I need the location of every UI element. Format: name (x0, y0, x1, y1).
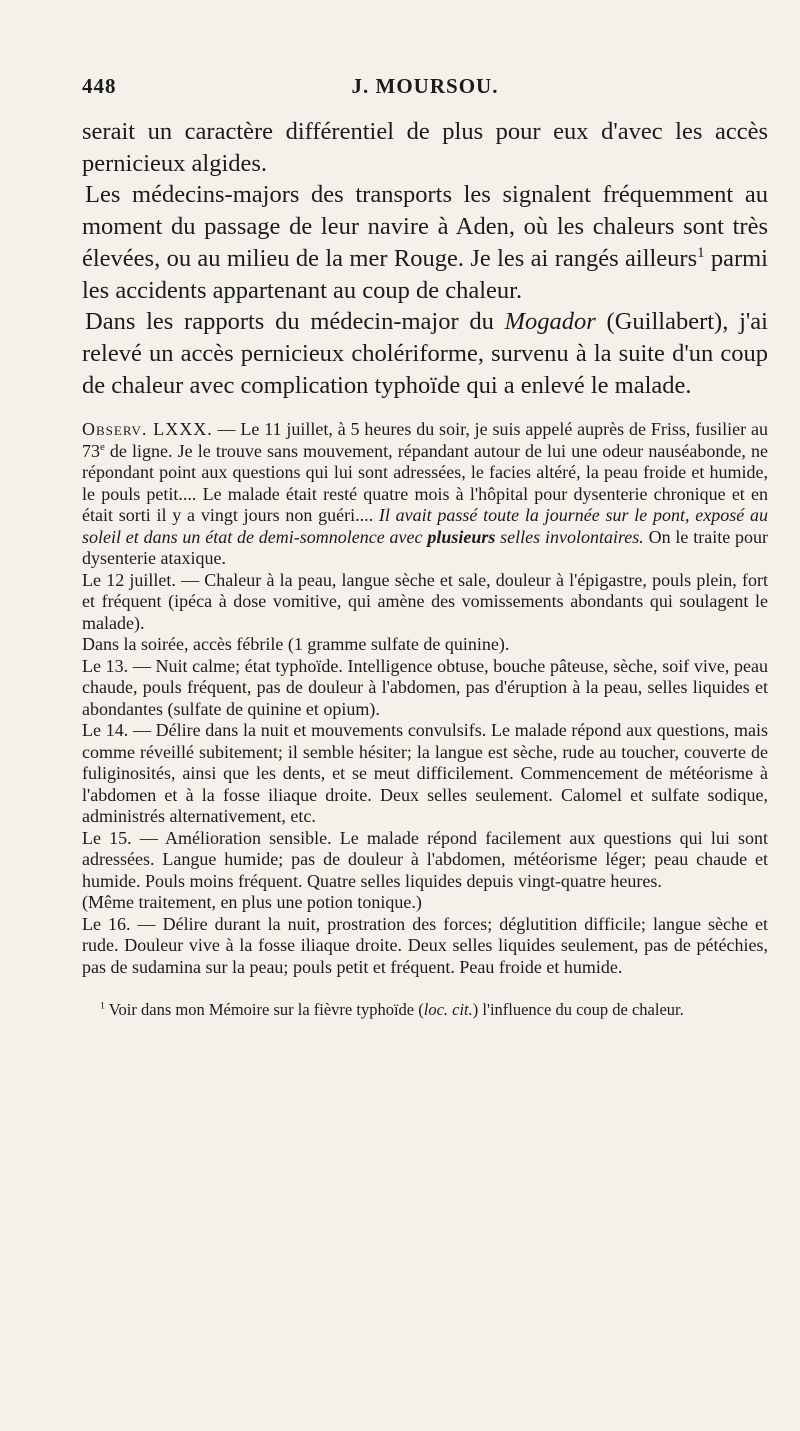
footnote (82, 1000, 768, 1020)
paragraph (82, 179, 768, 306)
footnote-text (82, 1000, 768, 1020)
paragraph-text: parmi les accidents appartenant au coup de chaleur. (82, 244, 768, 304)
observation-paragraph: Le 12 juillet. — Chaleur à la peau, langue sèche et sale, douleur à l'épigastre, pouls plein, fort et fréquent (ipéca à dose vomitive, qui amène des vomissements abondants qui soulagent le malade). (82, 569, 768, 633)
observation-paragraph: Dans la soirée, accès fébrile (1 gramme sulfate de quinine). (82, 634, 510, 655)
observation-label: Observ. LXXX. (82, 419, 213, 440)
paragraph-text: (Guillabert), j'ai relevé un accès pernicieux cholériforme, survenu à la suite d'un coup de chaleur avec complication typhoïde qui a enlevé le malade. (82, 308, 768, 399)
footnote-part: Voir dans mon Mémoire sur la fièvre typhoïde ( (104, 1000, 424, 1020)
observation-text: de ligne. Je le trouve sans mouvement, répandant autour de lui une odeur nauséabonde, ne répondant point aux questions qui lui sont adressées, le facies altéré, la peau froide et humide, le pouls petit.... Le malade était resté quatre mois à l'hôpital pour dysenterie chronique et en était sorti il y a vingt jours non guéri.... (82, 440, 768, 526)
ship-name: Mogador (504, 308, 596, 336)
observation-text: — Le 11 juillet, à 5 heures du soir, je suis appelé auprès de Friss, fusilier au 73 (82, 419, 769, 461)
observation-text: On le traite pour dysenterie ataxique. (82, 526, 768, 569)
observation-paragraph: Le 13. — Nuit calme; état typhoïde. Intelligence obtuse, bouche pâteuse, sèche, soif vive, peau chaude, pouls fréquent, pas de douleur à l'abdomen, pas d'éruption à la peau, selles liquides et abondantes (sulfate de quinine et opium). (82, 655, 768, 719)
observation-paragraph: (Même traitement, en plus une potion tonique.) (82, 892, 422, 913)
page-header (82, 74, 768, 108)
paragraph-text: Les médecins-majors des transports les signalent fréquemment au moment du passage de leur navire à Aden, où les chaleurs sont très élevées, ou au milieu de la mer Rouge. Je les ai rangés ailleurs (82, 181, 768, 272)
observation-block (82, 419, 768, 978)
paragraph (82, 116, 768, 179)
paragraph (82, 306, 768, 401)
observation-italic-bold: plusieurs (427, 526, 496, 547)
observation-italic: Il avait passé toute la journée sur le pont, exposé au soleil et dans un état de demi-somnolence avec (82, 505, 768, 547)
running-head: J. MOURSOU. (351, 74, 499, 98)
footnote-part: ) l'influence du coup de chaleur. (472, 1000, 684, 1020)
observation-paragraph: Le 15. — Amélioration sensible. Le malade répond facilement aux questions qui lui sont adressées. Langue humide; pas de douleur à l'abdomen, météorisme léger; peau chaude et humide. Pouls moins fréquent. Quatre selles liquides depuis vingt-quatre heures. (82, 827, 768, 891)
footnote-italic: loc. cit. (423, 1000, 473, 1020)
paragraph-text: serait un caractère différentiel de plus pour eux d'avec les accès pernicieux algides. (82, 118, 768, 177)
paragraph-text: Dans les rapports du médecin-major du (85, 308, 505, 336)
main-text (82, 116, 768, 401)
footnote-ref: 1 (697, 244, 705, 261)
observation-paragraph (82, 419, 768, 570)
ordinal-sup: e (100, 440, 105, 453)
observation-paragraph: Le 14. — Délire dans la nuit et mouvements convulsifs. Le malade répond aux questions, mais comme réveillé subitement; il semble hésiter; la langue est sèche, rude au toucher, couverte de fuliginosités, ainsi que les dents, et se meut difficilement. Commencement de météorisme à l'abdomen et à la fosse iliaque droite. Deux selles seulement. Calomel et sulfate sodique, administrés alternativement, etc. (82, 720, 768, 827)
observation-italic: selles involontaires. (495, 526, 644, 547)
page-number: 448 (82, 74, 117, 98)
observation-paragraph: Le 16. — Délire durant la nuit, prostration des forces; déglutition difficile; langue sèche et rude. Douleur vive à la fosse iliaque droite. Deux selles liquides seulement, pas de pétéchies, pas de sudamina sur la peau; pouls petit et fréquent. Peau froide et humide. (82, 913, 768, 977)
footnote-marker: 1 (100, 1000, 105, 1012)
